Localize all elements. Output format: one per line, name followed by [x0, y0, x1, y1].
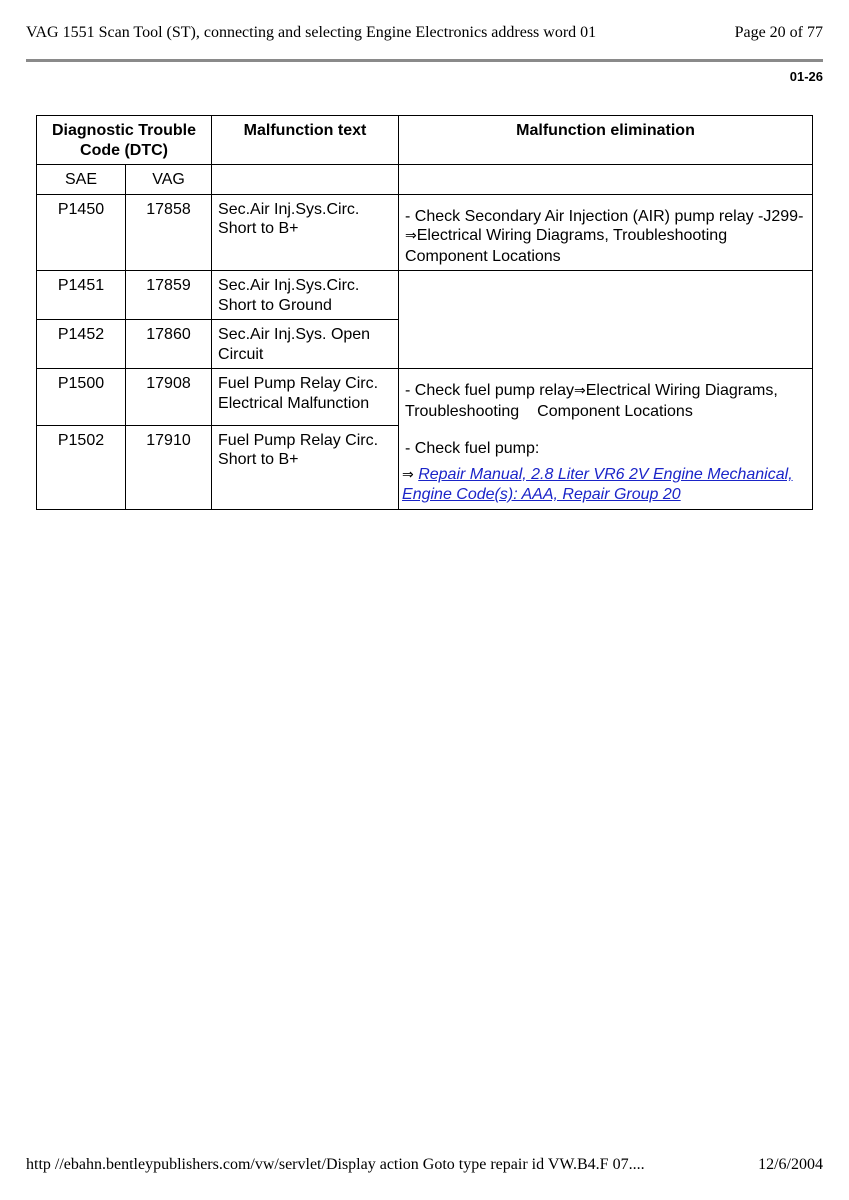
malfunction-text: Sec.Air Inj.Sys.Circ. Short to B+ — [212, 194, 399, 271]
vag-code: 17858 — [126, 194, 212, 271]
dtc-header: Diagnostic Trouble Code (DTC) — [37, 116, 212, 165]
table-row — [37, 425, 813, 509]
sae-code: P1450 — [37, 194, 126, 271]
table-row — [37, 271, 813, 320]
header-divider — [26, 59, 823, 62]
elimination-text: Component Locations — [537, 402, 693, 420]
sae-code: P1451 — [37, 271, 126, 320]
vag-code: 17859 — [126, 271, 212, 320]
elimination-text: - Check fuel pump: — [405, 440, 540, 457]
vag-code: 17860 — [126, 320, 212, 369]
sae-header: SAE — [37, 165, 126, 195]
table-row — [37, 369, 813, 426]
vag-code: 17908 — [126, 369, 212, 426]
dtc-table — [36, 115, 813, 510]
sae-code: P1500 — [37, 369, 126, 426]
malfunction-elimination — [399, 194, 813, 271]
arrow-right-icon: ⇒ — [405, 228, 417, 244]
section-code: 01-26 — [789, 69, 823, 84]
malfunction-text: Sec.Air Inj.Sys. Open Circuit — [212, 320, 399, 369]
vag-header: VAG — [126, 165, 212, 195]
table-subheader-row — [37, 165, 813, 195]
malfunction-elimination — [399, 425, 813, 509]
table-row — [37, 194, 813, 271]
sae-code: P1452 — [37, 320, 126, 369]
empty-cell — [212, 165, 399, 195]
repair-link-row — [402, 465, 806, 505]
elimination-text: - Check fuel pump relay — [405, 382, 574, 399]
malfunction-text: Fuel Pump Relay Circ. Short to B+ — [212, 425, 399, 509]
table-header-row — [37, 116, 813, 165]
malfunction-elimination — [399, 369, 813, 426]
page-number: Page 20 of 77 — [734, 24, 823, 41]
elimination-text: Component Locations — [405, 247, 561, 265]
empty-cell — [399, 165, 813, 195]
arrow-right-icon: ⇒ — [402, 466, 414, 483]
elimination-text: Electrical Wiring Diagrams, Troubleshooting — [416, 227, 728, 244]
malfunction-text-header: Malfunction text — [212, 116, 399, 165]
malfunction-text: Fuel Pump Relay Circ. Electrical Malfunction — [212, 369, 399, 426]
elimination-text: - Check Secondary Air Injection (AIR) pump relay -J299- — [405, 207, 804, 225]
elimination-text: Electrical Wiring Diagrams, Troubleshooting — [405, 382, 778, 420]
malfunction-elimination-header: Malfunction elimination — [399, 116, 813, 165]
arrow-right-icon: ⇒ — [573, 383, 586, 399]
malfunction-text: Sec.Air Inj.Sys.Circ. Short to Ground — [212, 271, 399, 320]
footer-url: http //ebahn.bentleypublishers.com/vw/servlet/Display action Goto type repair id VW.B4.F 07.... — [26, 1156, 645, 1173]
document-title: VAG 1551 Scan Tool (ST), connecting and selecting Engine Electronics address word 01 — [26, 24, 597, 41]
sae-code: P1502 — [37, 425, 126, 509]
empty-cell — [399, 271, 813, 369]
repair-manual-link[interactable]: Repair Manual, 2.8 Liter VR6 2V Engine Mechanical, Engine Code(s): AAA, Repair Group 20 — [402, 465, 793, 503]
footer-date: 12/6/2004 — [758, 1156, 823, 1173]
vag-code: 17910 — [126, 425, 212, 509]
